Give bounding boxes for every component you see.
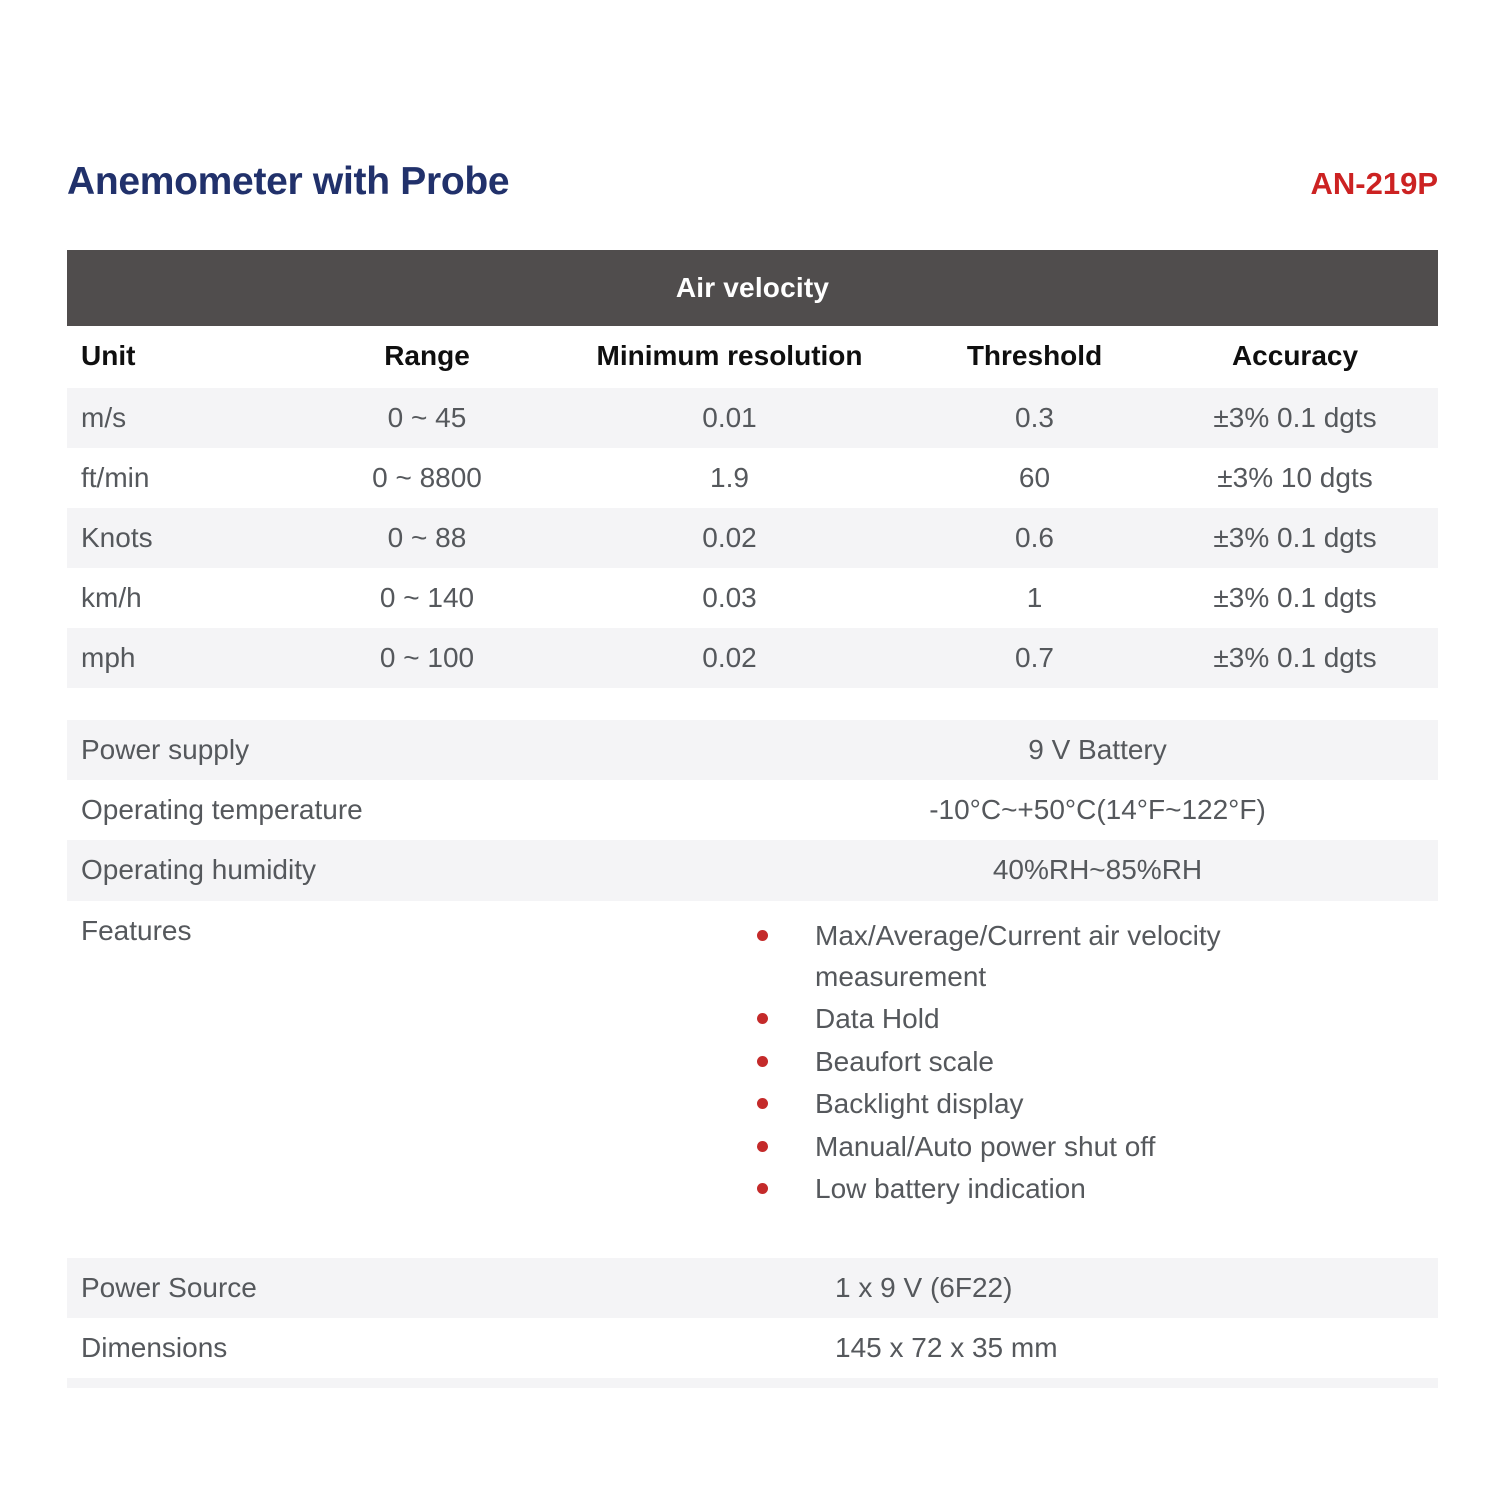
cell-threshold: 1	[917, 568, 1152, 628]
page-title: Anemometer with Probe	[67, 160, 510, 203]
column-header-accuracy: Accuracy	[1152, 326, 1438, 388]
physical-specs-section	[67, 1258, 1438, 1378]
cell-accuracy: ±3% 0.1 dgts	[1152, 388, 1438, 448]
cell-unit: ft/min	[67, 448, 312, 508]
feature-text: Data Hold	[815, 1003, 940, 1035]
column-header-min-resolution: Minimum resolution	[542, 326, 917, 388]
spec-value: -10°C~+50°C(14°F~122°F)	[929, 794, 1266, 826]
feature-text: Max/Average/Current air velocity measurement	[815, 919, 1221, 992]
feature-text: Manual/Auto power shut off	[815, 1130, 1156, 1162]
general-specs-section	[67, 720, 1438, 1229]
feature-text: Backlight display	[815, 1088, 1024, 1120]
spec-label: Operating temperature	[81, 794, 363, 826]
table-header	[67, 326, 1438, 388]
table-bottom-stripe	[67, 1378, 1438, 1388]
list-item	[757, 915, 1357, 998]
table-header-row	[67, 326, 1438, 388]
spec-label: Power supply	[81, 734, 250, 765]
table-row	[67, 628, 1438, 688]
cell-min-resolution: 0.01	[542, 388, 917, 448]
list-item	[757, 1041, 1357, 1082]
bullet-icon	[757, 930, 768, 941]
cell-range: 0 ~ 8800	[312, 448, 542, 508]
cell-range: 0 ~ 88	[312, 508, 542, 568]
table-row	[67, 388, 1438, 448]
cell-unit: mph	[67, 628, 312, 688]
section-header-title: Air velocity	[675, 272, 830, 303]
cell-unit: km/h	[67, 568, 312, 628]
table-row	[67, 508, 1438, 568]
spec-row-power-source	[67, 1258, 1438, 1318]
spec-label: Power Source	[81, 1272, 257, 1303]
spec-label: Operating humidity	[81, 854, 317, 886]
list-item	[757, 1168, 1357, 1209]
bullet-icon	[757, 1141, 768, 1152]
feature-text: Beaufort scale	[815, 1045, 994, 1077]
list-item	[757, 1083, 1357, 1124]
column-header-unit: Unit	[67, 326, 312, 388]
cell-threshold: 0.7	[917, 628, 1152, 688]
list-item	[757, 998, 1357, 1039]
table-row	[67, 568, 1438, 628]
spec-label: Dimensions	[81, 1332, 228, 1364]
cell-accuracy: ±3% 0.1 dgts	[1152, 628, 1438, 688]
product-header	[67, 162, 1438, 220]
model-number: AN-219P	[1310, 166, 1438, 201]
cell-unit: Knots	[67, 508, 312, 568]
bullet-icon	[757, 1183, 768, 1194]
feature-text: Low battery indication	[815, 1173, 1086, 1205]
air-velocity-table	[67, 326, 1438, 688]
cell-range: 0 ~ 100	[312, 628, 542, 688]
spec-row-power-supply	[67, 720, 1438, 780]
bullet-icon	[757, 1098, 768, 1109]
spec-value: 40%RH~85%RH	[992, 854, 1203, 886]
section-header-bar	[67, 250, 1438, 326]
table-body	[67, 388, 1438, 688]
cell-threshold: 60	[917, 448, 1152, 508]
spec-label: Features	[81, 914, 192, 946]
spec-value: 1 x 9 V (6F22)	[835, 1272, 1013, 1303]
features-list	[757, 901, 1438, 1229]
column-header-threshold: Threshold	[917, 326, 1152, 388]
cell-min-resolution: 0.03	[542, 568, 917, 628]
cell-threshold: 0.3	[917, 388, 1152, 448]
cell-accuracy: ±3% 10 dgts	[1152, 448, 1438, 508]
spec-row-features	[67, 901, 1438, 1229]
cell-range: 0 ~ 140	[312, 568, 542, 628]
spec-value: 9 V Battery	[1028, 734, 1167, 765]
spec-row-operating-temperature	[67, 780, 1438, 840]
cell-min-resolution: 0.02	[542, 628, 917, 688]
spec-row-dimensions	[67, 1318, 1438, 1378]
cell-range: 0 ~ 45	[312, 388, 542, 448]
cell-threshold: 0.6	[917, 508, 1152, 568]
table-row	[67, 448, 1438, 508]
cell-accuracy: ±3% 0.1 dgts	[1152, 568, 1438, 628]
column-header-range: Range	[312, 326, 542, 388]
spec-value: 145 x 72 x 35 mm	[835, 1332, 1058, 1364]
cell-accuracy: ±3% 0.1 dgts	[1152, 508, 1438, 568]
cell-unit: m/s	[67, 388, 312, 448]
cell-min-resolution: 1.9	[542, 448, 917, 508]
bullet-icon	[757, 1013, 768, 1024]
cell-min-resolution: 0.02	[542, 508, 917, 568]
spec-row-operating-humidity	[67, 840, 1438, 900]
bullet-icon	[757, 1056, 768, 1067]
list-item	[757, 1126, 1357, 1167]
